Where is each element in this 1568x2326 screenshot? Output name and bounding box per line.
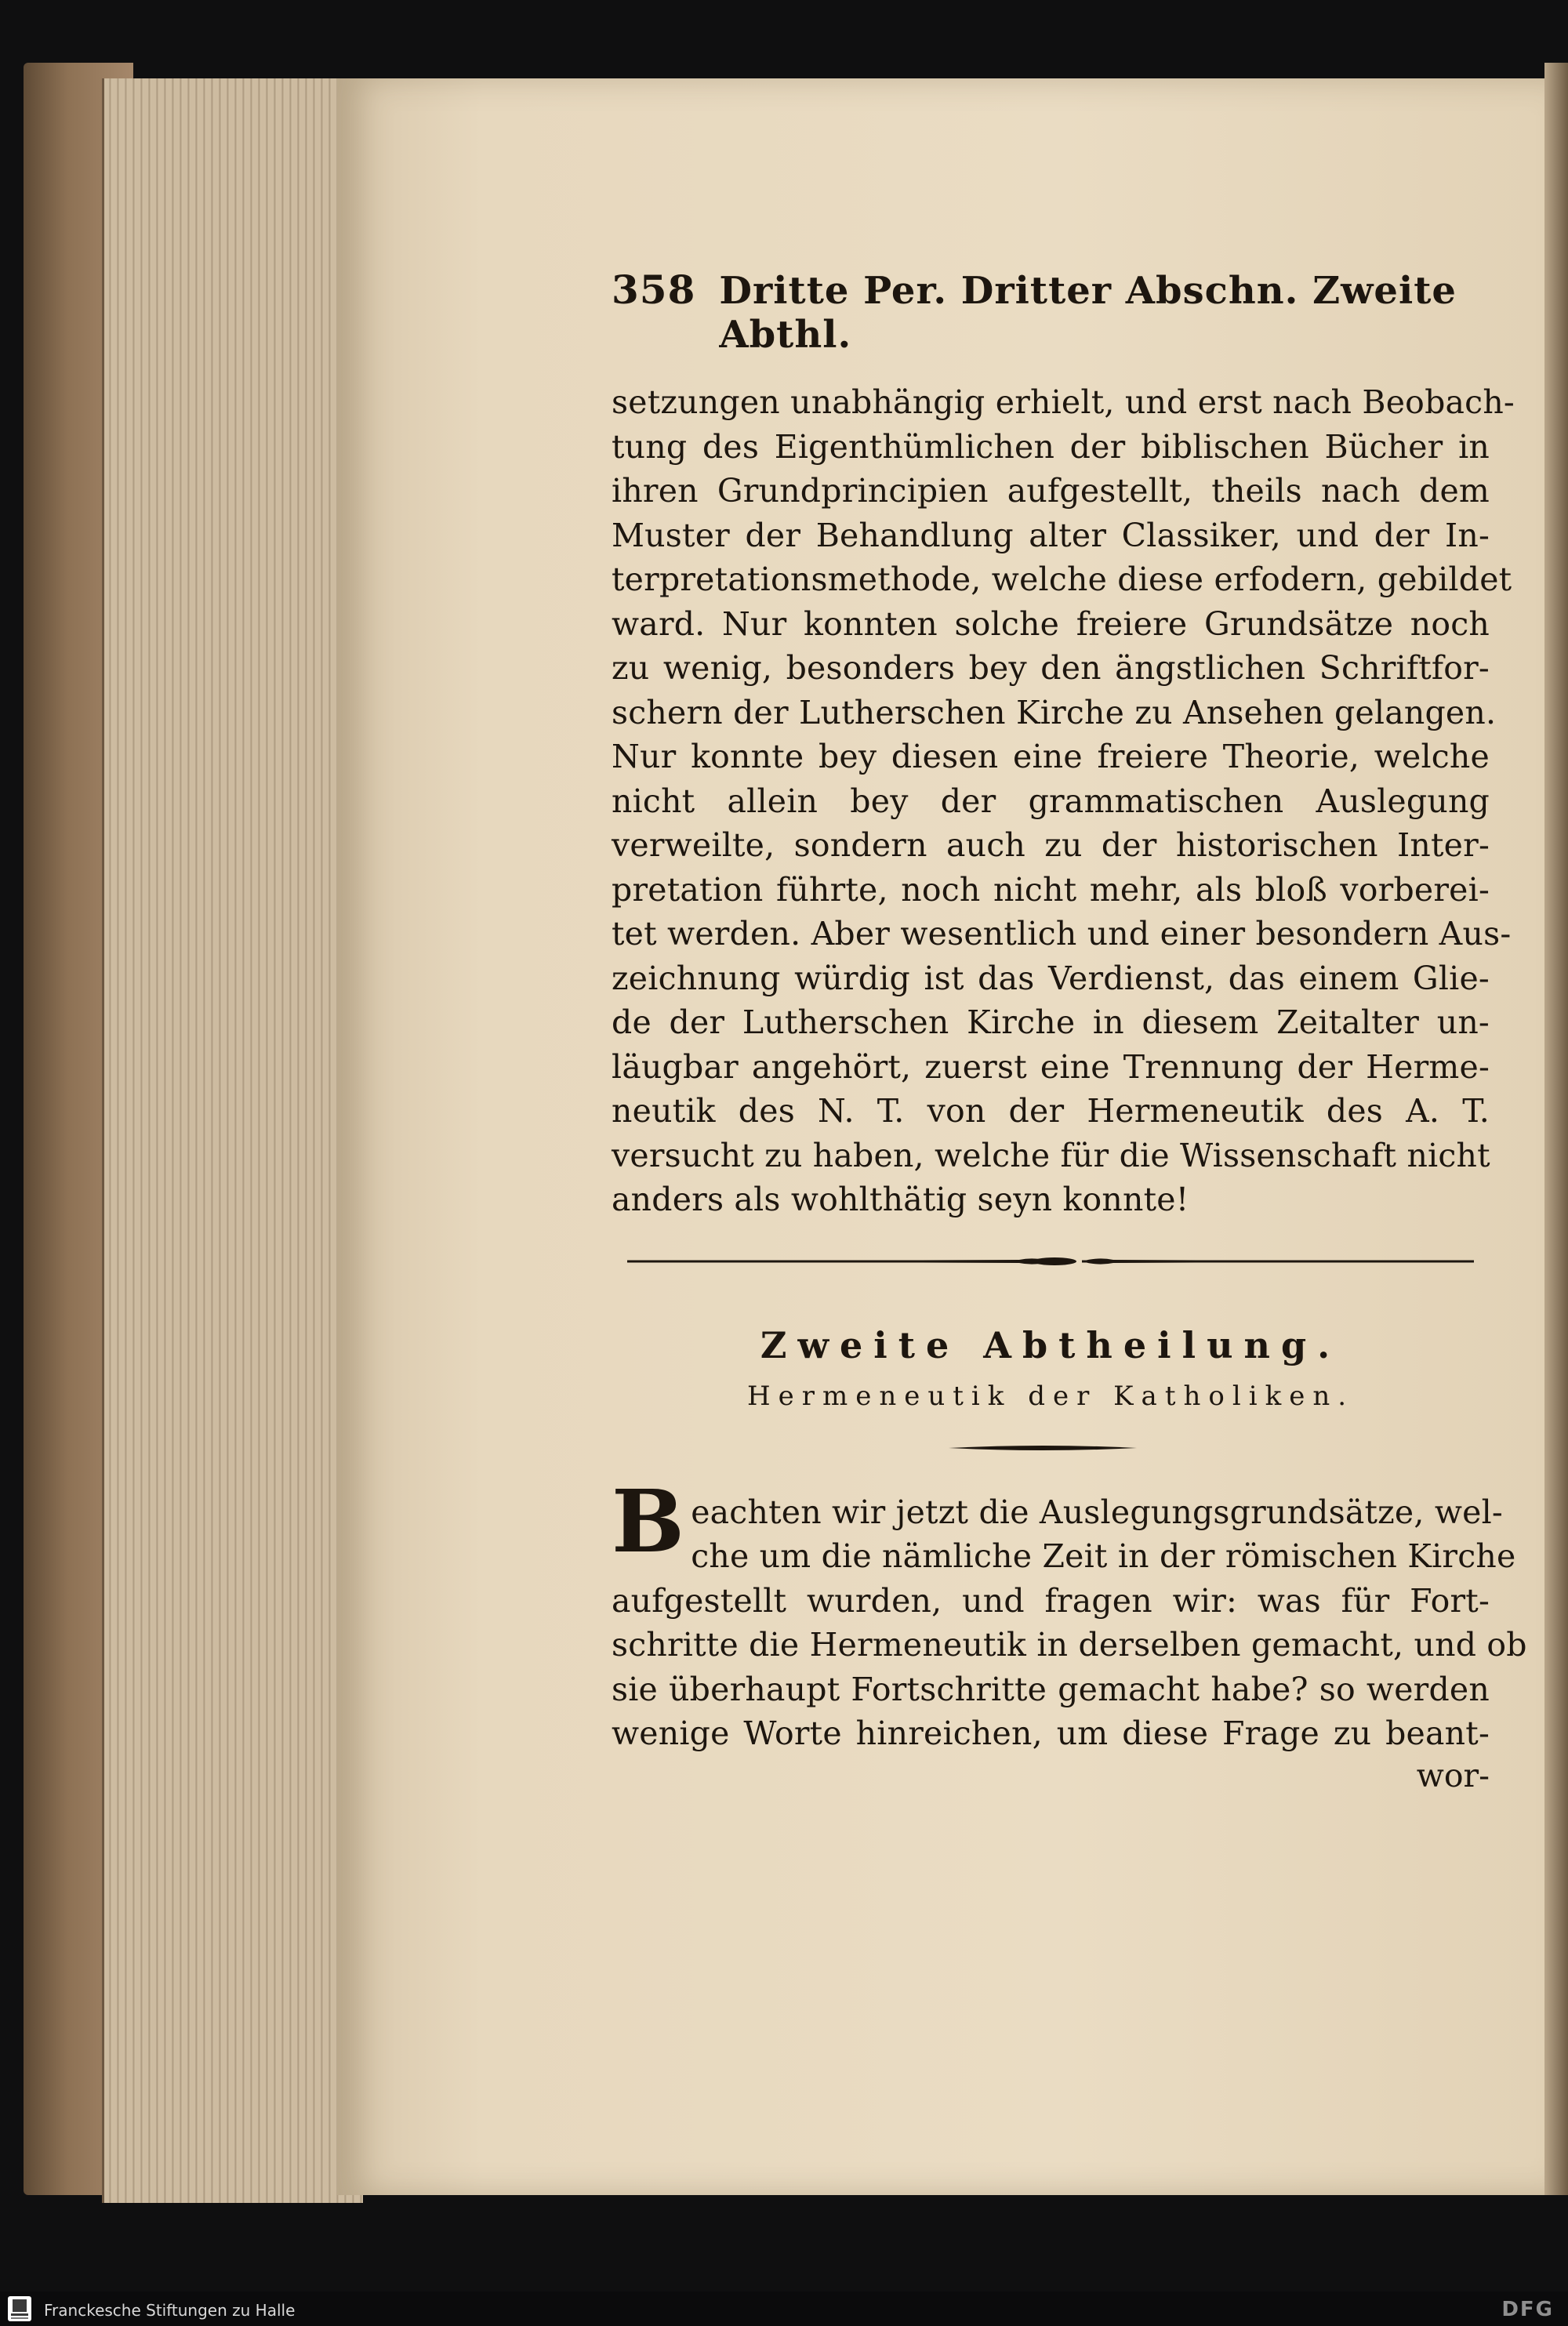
gutter-strip <box>1544 63 1568 2195</box>
section-subtitle: Hermeneutik der Katholiken. <box>746 1380 1355 1412</box>
drop-cap: B <box>612 1470 685 1572</box>
small-divider <box>612 1412 1490 1482</box>
text-line: ihren Grundprincipien aufgestellt, theils nach dem <box>612 472 1490 510</box>
first-line-text: eachten wir jetzt die Auslegungsgrundsätze, wel- <box>691 1493 1503 1531</box>
text-line: Muster der Behandlung alter Classiker, und der In- <box>612 516 1490 554</box>
text-line: Nur konnte bey diesen eine freiere Theorie, welche <box>612 738 1490 775</box>
small-rule-line <box>949 1443 1137 1453</box>
dfg-badge: DFG <box>1501 2298 1554 2321</box>
page-edges <box>102 78 363 2203</box>
text-line: versucht zu haben, welche für die Wissenschaft nicht <box>612 1136 1490 1174</box>
page-content <box>612 267 1527 1795</box>
text-line: neutik des N. T. von der Hermeneutik des A. T. <box>612 1092 1490 1130</box>
text-line: schritte die Hermeneutik in derselben gemacht, und ob <box>612 1626 1527 1664</box>
footer-bar <box>0 2292 1568 2326</box>
paragraph-2 <box>612 1470 1527 1795</box>
running-head <box>612 267 1490 357</box>
text-line: aufgestellt wurden, und fragen wir: was für Fort- <box>612 1581 1490 1620</box>
text-line: läugbar angehört, zuerst eine Trennung der Herme- <box>612 1047 1490 1086</box>
text-line: ward. Nur konnten solche freiere Grundsätze noch <box>612 604 1490 643</box>
section-heading: Zweite Abtheilung. <box>760 1323 1341 1366</box>
text-line: verweilte, sondern auch zu der historischen Inter- <box>612 826 1490 864</box>
text-line: nicht allein bey der grammatischen Auslegung <box>612 782 1490 820</box>
running-head-title: Dritte Per. Dritter Abschn. Zweite Abthl. <box>719 269 1457 357</box>
text-line: che um die nämliche Zeit in der römischen Kirche <box>691 1537 1516 1575</box>
text-line: sie überhaupt Fortschritte gemacht habe? so werden <box>612 1670 1490 1708</box>
institution-logo-icon <box>8 2296 31 2321</box>
text-line: zeichnung würdig ist das Verdienst, das einem Glie- <box>612 959 1490 997</box>
text-line: schern der Lutherschen Kirche zu Ansehen gelangen. <box>612 693 1497 731</box>
text-line: anders als wohlthätig seyn konnte! <box>612 1181 1189 1218</box>
paragraph-1 <box>612 380 1515 1222</box>
ornamental-rule <box>627 1254 1474 1269</box>
section-divider-ornament <box>612 1222 1490 1308</box>
text-line: wenige Worte hinreichen, um diese Frage zu beant- <box>612 1715 1490 1752</box>
text-line: setzungen unabhängig erhielt, und erst nach Beobach- <box>612 383 1515 421</box>
text-line: de der Lutherschen Kirche in diesem Zeitalter un- <box>612 1003 1490 1041</box>
catchword: wor- <box>1416 1756 1490 1794</box>
text-line: terpretationsmethode, welche diese erfodern, gebildet <box>612 561 1512 598</box>
text-line: tung des Eigenthümlichen der biblischen Bücher in <box>612 427 1490 466</box>
page-number: 358 <box>612 267 696 313</box>
text-line: zu wenig, besonders bey den ängstlichen Schriftfor- <box>612 649 1490 687</box>
institution-name: Franckesche Stiftungen zu Halle <box>44 2301 296 2320</box>
text-line: pretation führte, noch nicht mehr, als bloß vorberei- <box>612 870 1490 909</box>
text-line: tet werden. Aber wesentlich und einer besondern Aus- <box>612 915 1512 953</box>
